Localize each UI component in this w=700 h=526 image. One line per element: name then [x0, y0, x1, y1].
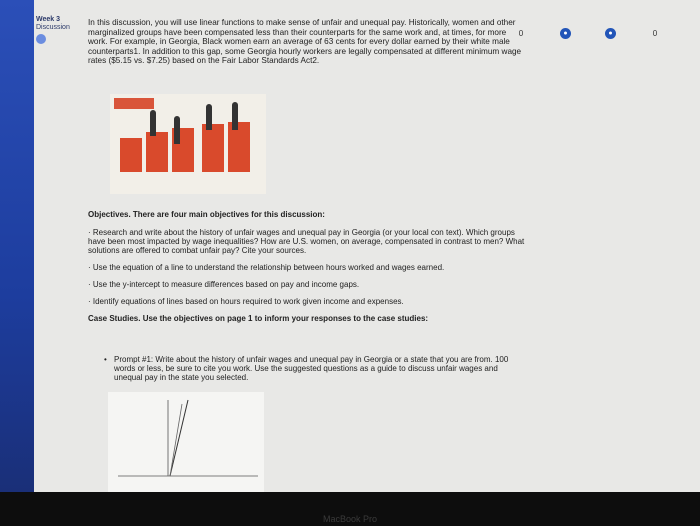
cartoon-figure: [150, 110, 156, 136]
graph-svg: [108, 392, 264, 492]
graph-line: [170, 400, 188, 476]
graph-line: [170, 404, 182, 476]
section-title: Discussion: [36, 24, 70, 31]
cartoon-column: [202, 124, 224, 172]
objective-item: · Use the y-intercept to measure differences based on pay and income gaps.: [88, 280, 360, 289]
cartoon-tag: [114, 98, 154, 109]
prompt-1: [104, 355, 524, 382]
pay-gap-cartoon-image: [110, 94, 266, 194]
prompt-1-text: Prompt #1: Write about the history of unfair wages and unequal pay in Georgia or a state that you are from. 100 words or less, be sure to cite you work. Use the suggested questions as a guide to discuss unfair wages and unequal pay in the state you selected.: [114, 355, 509, 382]
line-graph-image: [108, 392, 264, 492]
cartoon-column: [120, 138, 142, 172]
count-right: 0: [652, 29, 658, 38]
cartoon-figure: [232, 102, 238, 130]
objectives-title: Objectives. There are four main objectives for this discussion:: [88, 210, 325, 219]
circle-icon[interactable]: ●: [560, 28, 571, 39]
header-icons: [516, 28, 660, 39]
count-left: 0: [518, 29, 524, 38]
objectives-section: [88, 210, 528, 323]
objective-item: · Use the equation of a line to understand the relationship between hours worked and wages earned.: [88, 263, 445, 272]
week-label: [36, 16, 84, 44]
bullet: •: [104, 355, 107, 364]
cartoon-column: [146, 132, 168, 172]
macbook-label: MacBook Pro: [322, 514, 378, 524]
check-icon[interactable]: [36, 34, 46, 44]
info-icon[interactable]: ●: [605, 28, 616, 39]
cartoon-figure: [206, 104, 212, 130]
case-studies-heading: Case Studies. Use the objectives on page 1 to inform your responses to the case studies:: [88, 314, 429, 323]
intro-paragraph: In this discussion, you will use linear functions to make sense of unfair and unequal pay. Historically, women and other marginalized groups have been compensated less than their counterparts for the same work and, at times, for more work. For example, in Georgia, Black women earn an average of 63 cents for every dollar earned by their white male counterparts1. In addition to this gap, some Georgia hourly workers are legally compensated at different minimum wage rates ($5.15 vs. $7.25) based on the Fair Labor Standards Act2.: [88, 18, 522, 65]
week-title: Week 3: [36, 16, 60, 23]
left-sidebar-strip: [0, 0, 34, 492]
objective-item: · Identify equations of lines based on hours required to work given income and expenses.: [88, 297, 404, 306]
objective-item: · Research and write about the history of unfair wages and unequal pay in Georgia (or your local con text). Which groups have been most impacted by wage inequalities? How are U.S. women, on average, compensated in contrast to men? What solutions are offered to combat unfair pay? Cite your sources.: [88, 228, 525, 255]
cartoon-figure: [174, 116, 180, 144]
